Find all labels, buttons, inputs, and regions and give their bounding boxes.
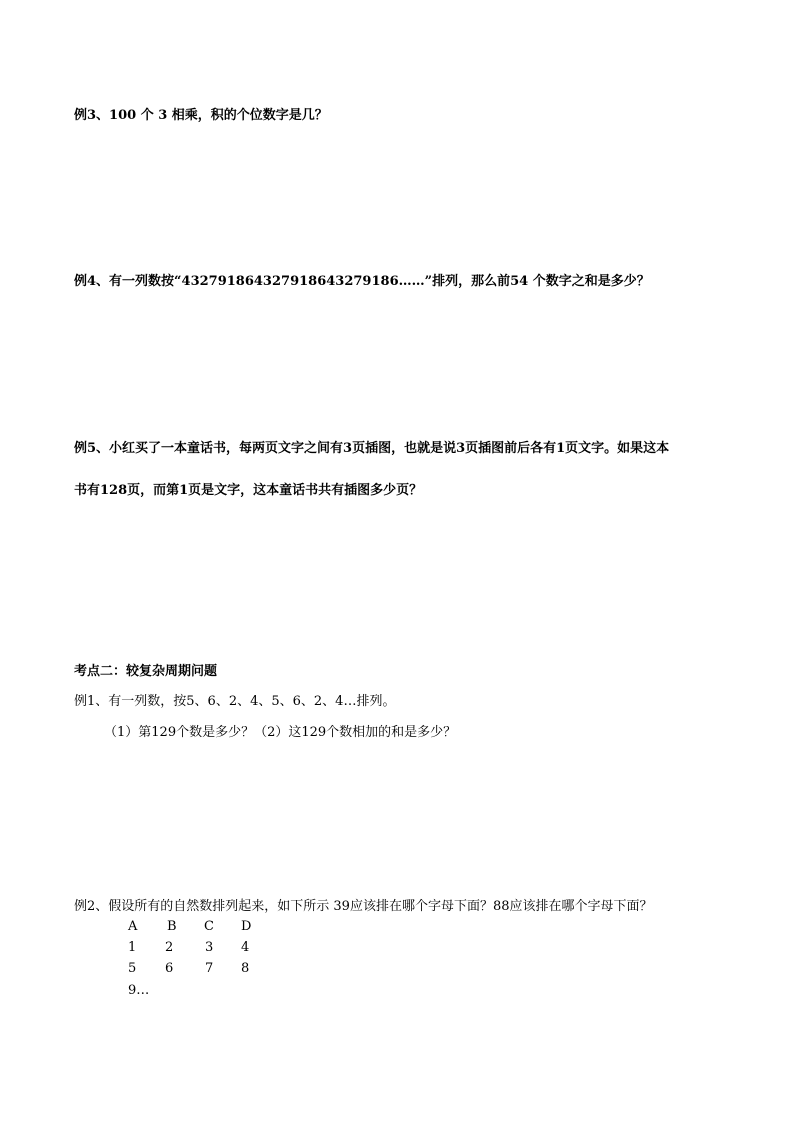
section-heading: 考点二：较复杂周期问题	[74, 664, 218, 679]
example-5-line-2: 书有128页，而第1页是文字，这本童话书共有插图多少页？	[74, 483, 423, 498]
example-4: 例4、有一列数按“4327918643279186432791​86……”排列，那么前54 个数字之和是多少？	[74, 274, 650, 289]
grid-cell: 9…	[128, 983, 150, 998]
example-5-line-1: 例5、小红买了一本童话书，每两页文字之间有3页插图，也就是说3页插图前后各有1页文字。如果这本	[74, 441, 670, 456]
grid-cell: A	[128, 919, 138, 934]
grid-cell: D	[241, 919, 252, 934]
grid-cell: 5	[128, 961, 137, 976]
section2-example-1: 例1、有一列数，按5、6、2、4、5、6、2、4…排列。	[74, 694, 396, 709]
grid-cell: 4	[241, 940, 250, 955]
example-3: 例3、100 个 3 相乘，积的个位数字是几？	[74, 108, 328, 123]
grid-cell: 3	[205, 940, 214, 955]
grid-cell: C	[204, 919, 214, 934]
grid-cell: 8	[241, 961, 250, 976]
section2-example-1-questions: （1）第129个数是多少？（2）这129个数相加的和是多少？	[104, 725, 457, 740]
grid-cell: 7	[205, 961, 214, 976]
grid-cell: 2	[165, 940, 174, 955]
grid-cell: 1	[128, 940, 137, 955]
grid-cell: 6	[165, 961, 174, 976]
section2-example-2: 例2、假设所有的自然数排列起来，如下所示 39应该排在哪个字母下面？88应该排在哪个字母下面？	[74, 899, 653, 914]
grid-cell: B	[167, 919, 177, 934]
